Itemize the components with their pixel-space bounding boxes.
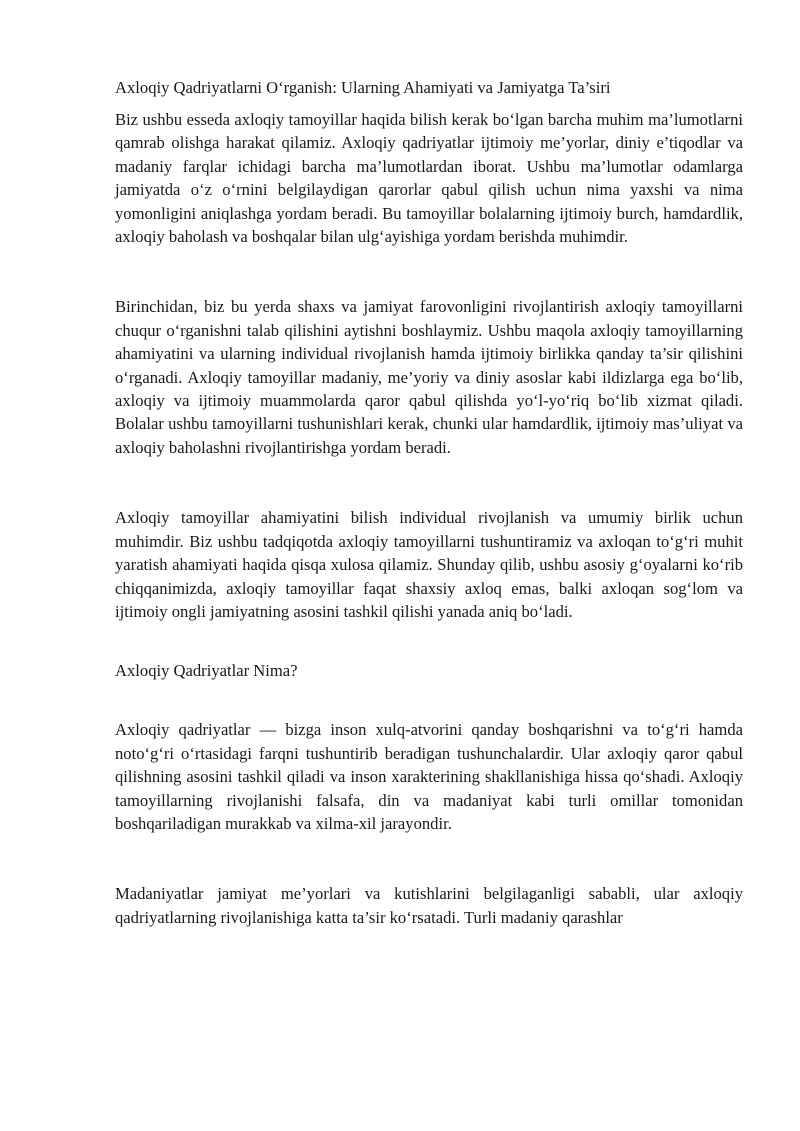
document-page [115,76,743,929]
paragraph: Axloqiy qadriyatlar — bizga inson xulq-atvorini qanday boshqarishni va to‘g‘ri hamda noto‘g‘ri o‘rtasidagi farqni tushuntirib beradigan tushunchalardir. Ular axloqiy qaror qabul qilishning asosini tashkil qiladi va inson xarakterining shakllanishiga hissa qo‘shadi. Axloqiy tamoyillarning rivojlanishi falsafa, din va madaniyat kabi turli omillar tomonidan boshqariladigan murakkab va xilma-xil jarayondir. [115,720,743,833]
paragraph: Biz ushbu esseda axloqiy tamoyillar haqida bilish kerak bo‘lgan barcha muhim ma’lumotlarni qamrab olishga harakat qilamiz. Axloqiy qadriyatlar ijtimoiy me’yorlar, diniy e’tiqodlar va madaniy farqlar ichidagi barcha ma’lumotlardan iborat. Ushbu ma’lumotlar odamlarga jamiyatda o‘z o‘rnini belgilaydigan qarorlar qabul qilish uchun nima yaxshi va nima yomonligini aniqlashga yordam beradi. Bu tamoyillar bolalarning ijtimoiy burch, hamdardlik, axloqiy baholash va boshqalar bilan ulg‘ayishiga yordam berishda muhimdir. [115,110,743,247]
paragraph: Madaniyatlar jamiyat me’yorlari va kutishlarini belgilaganligi sababli, ular axloqiy qadriyatlarning rivojlanishiga katta ta’sir ko‘rsatadi. Turli madaniy qarashlar [115,884,743,927]
document-title: Axloqiy Qadriyatlarni O‘rganish: Ularning Ahamiyati va Jamiyatga Ta’siri [115,78,611,97]
paragraph: Axloqiy tamoyillar ahamiyatini bilish individual rivojlanish va umumiy birlik uchun muhimdir. Biz ushbu tadqiqotda axloqiy tamoyillarni tushuntiramiz va axloqan to‘g‘ri muhit yaratish ahamiyati haqida qisqa xulosa qilamiz. Shunday qilib, ushbu asosiy g‘oyalarni ko‘rib chiqqanimizda, axloqiy tamoyillar faqat shaxsiy axloq emas, balki axloqan sog‘lom va ijtimoiy ongli jamiyatning asosini tashkil qilishi yanada aniq bo‘ladi. [115,508,743,621]
paragraph: Birinchidan, biz bu yerda shaxs va jamiyat farovonligini rivojlantirish axloqiy tamoyillarni chuqur o‘rganishni talab qilishini aytishni boshlaymiz. Ushbu maqola axloqiy tamoyillarning ahamiyatini va ularning individual rivojlanish hamda ijtimoiy birlikka qanday ta’sir qilishini o‘rganadi. Axloqiy tamoyillar madaniy, me’yoriy va diniy asoslar kabi ildizlarga ega bo‘lib, axloqiy va ijtimoiy muammolarda qaror qabul qilishda yo‘l-yo‘riq bo‘lib xizmat qiladi. Bolalar ushbu tamoyillarni tushunishlari kerak, chunki ular hamdardlik, ijtimoiy mas’uliyat va axloqiy baholashni rivojlantirishga yordam beradi. [115,297,743,457]
section-heading: Axloqiy Qadriyatlar Nima? [115,661,298,681]
